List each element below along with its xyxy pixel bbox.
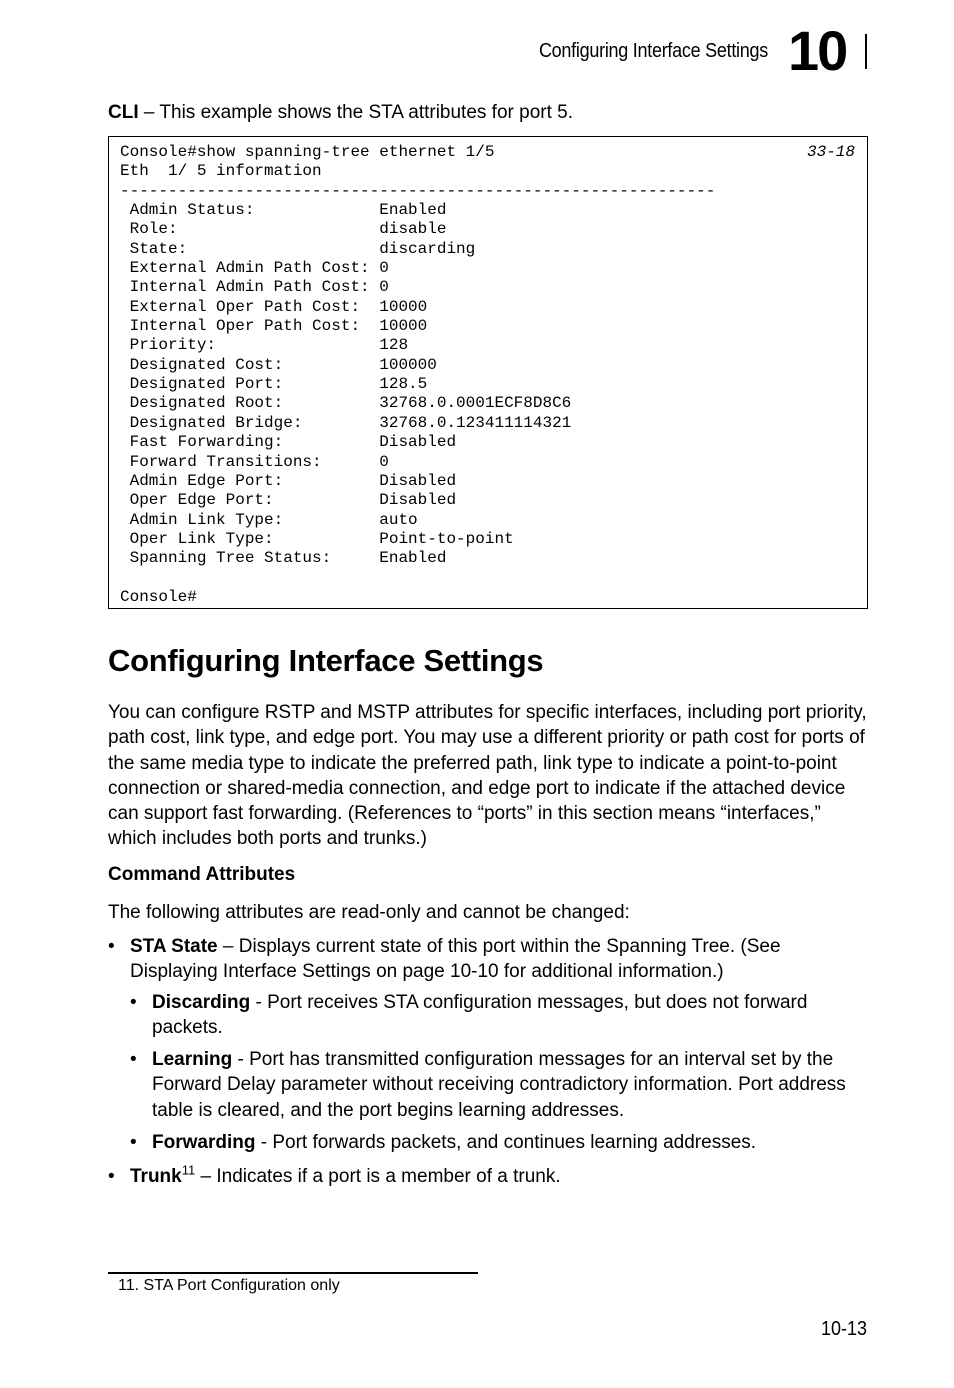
term-forwarding: Forwarding <box>152 1132 256 1153</box>
footnote: 11. STA Port Configuration only <box>118 1277 340 1294</box>
code-line: Internal Admin Path Cost: 0 <box>129 278 389 297</box>
term-discarding: Discarding <box>152 992 251 1013</box>
desc-learning: - Port has transmitted configuration messages for an interval set by the Forward Delay parameter without receiving contradictory information. Port address table is cleared, and the port begins learning addresses. <box>152 1049 846 1121</box>
command-reference: 33-18 <box>806 143 855 161</box>
code-line: Eth 1/ 5 information <box>120 162 322 181</box>
desc-discarding: - Port receives STA configuration messages, but does not forward packets. <box>152 992 808 1039</box>
footnote-rule <box>108 1272 478 1274</box>
bullet-forwarding <box>130 1130 870 1160</box>
cli-intro-text: – This example shows the STA attributes for port 5. <box>138 102 574 123</box>
code-line: Oper Edge Port: Disabled <box>129 491 457 510</box>
bullet-marker: • <box>130 992 137 1013</box>
code-line: External Oper Path Cost: 10000 <box>129 297 428 316</box>
command-attributes-heading: Command Attributes <box>108 864 296 885</box>
bullet-sta-state <box>108 934 868 994</box>
term-sta-state: STA State <box>130 936 218 957</box>
code-line: External Admin Path Cost: 0 <box>129 259 389 278</box>
bullet-discarding <box>130 990 870 1050</box>
bullet-marker: • <box>130 1049 137 1070</box>
code-line: Admin Status: Enabled <box>129 201 447 220</box>
code-line: Priority: 128 <box>129 336 409 355</box>
code-line: Console#show spanning-tree ethernet 1/5 <box>120 143 495 161</box>
code-line: Role: disable <box>129 220 447 239</box>
code-line: Admin Edge Port: Disabled <box>129 471 457 490</box>
bullet-learning <box>130 1047 870 1127</box>
code-line: Fast Forwarding: Disabled <box>129 433 457 452</box>
bullet-marker: • <box>108 1166 115 1187</box>
code-line: Oper Link Type: Point-to-point <box>129 529 514 548</box>
code-line: State: discarding <box>129 239 476 258</box>
code-line: Internal Oper Path Cost: 10000 <box>129 317 428 336</box>
code-line: Designated Cost: 100000 <box>129 355 437 374</box>
footnote-ref[interactable]: 11 <box>181 1162 196 1178</box>
running-header-title: Configuring Interface Settings <box>538 40 768 62</box>
term-trunk: Trunk <box>130 1166 182 1187</box>
section-paragraph: You can configure RSTP and MSTP attributes for specific interfaces, including port priority, path cost, link type, and edge port. You may use a different priority or path cost for ports of the same media type to indicate the preferred path, link type to indicate a point-to-point connection or shared-media connection, and edge port to indicate if the attached device can support fast forwarding. (References to “ports” in this section means “interfaces,” which includes both ports and trunks.) <box>108 702 867 850</box>
code-line: Designated Port: 128.5 <box>129 375 428 394</box>
cli-code-block <box>108 136 868 609</box>
bullet-trunk <box>108 1164 868 1194</box>
chapter-number: 10 <box>788 19 847 82</box>
code-line: -------------------------------------------------------------- <box>120 181 716 200</box>
bullet-marker: • <box>108 936 115 957</box>
code-line: Designated Bridge: 32768.0.123411114321 <box>129 413 572 432</box>
cli-code-lines <box>120 143 715 607</box>
cli-intro <box>108 102 573 124</box>
desc-sta-state: – Displays current state of this port within the Spanning Tree. (See Displaying Interface Settings on page 10-10 for additional information.) <box>130 936 781 983</box>
desc-forwarding: - Port forwards packets, and continues learning addresses. <box>255 1132 757 1153</box>
code-line: Admin Link Type: auto <box>129 510 418 529</box>
code-line: Spanning Tree Status: Enabled <box>129 549 447 568</box>
term-learning: Learning <box>152 1049 233 1070</box>
section-heading: Configuring Interface Settings <box>108 643 544 678</box>
chapter-divider <box>865 34 867 69</box>
code-line: Designated Root: 32768.0.0001ECF8D8C6 <box>129 394 572 413</box>
cli-label: CLI <box>108 102 139 123</box>
code-line: Console# <box>120 587 197 606</box>
desc-trunk: – Indicates if a port is a member of a trunk. <box>195 1166 561 1187</box>
bullet-marker: • <box>130 1132 137 1153</box>
code-line: Forward Transitions: 0 <box>129 452 389 471</box>
attributes-lead: The following attributes are read-only and cannot be changed: <box>108 902 630 923</box>
page-number: 10-13 <box>820 1318 867 1340</box>
